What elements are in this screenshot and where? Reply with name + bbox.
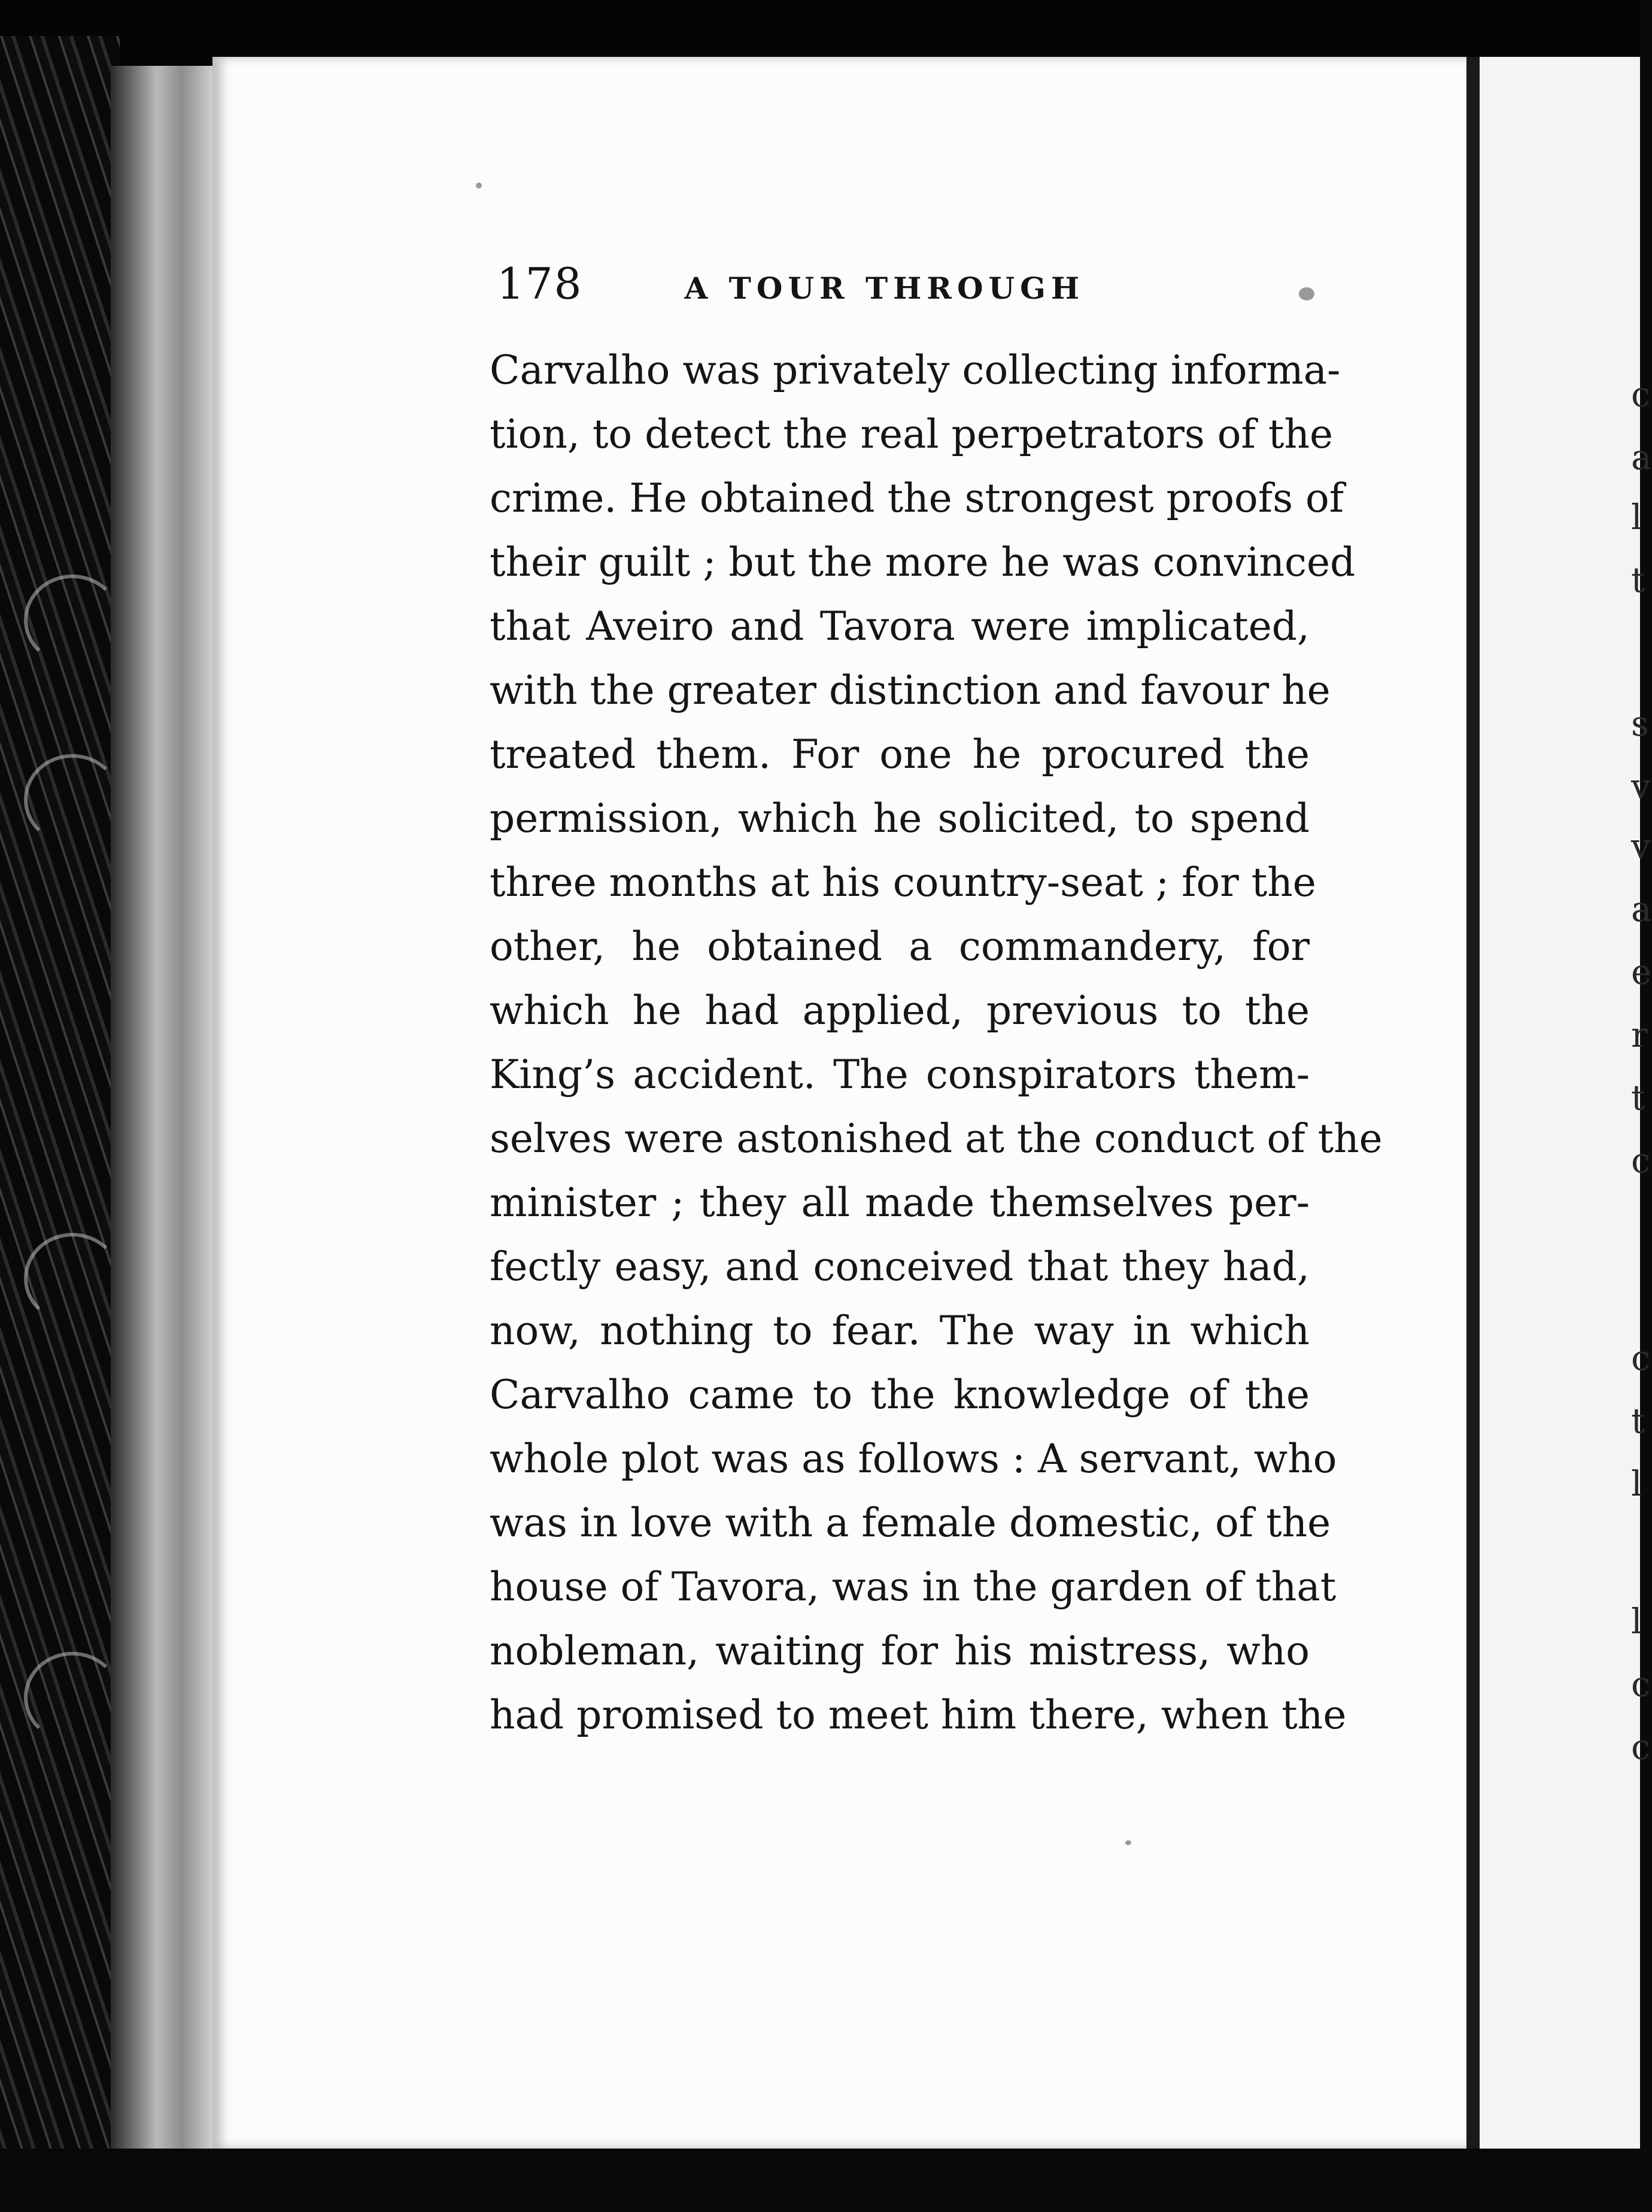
facing-page-fragment: r [1631,1014,1648,1055]
text-line: house of Tavora, was in the garden of that [490,1564,1337,1610]
facing-page-fragment: v [1631,766,1651,807]
body-text [490,338,1383,1747]
text-line: other, he obtained a commandery, for [490,923,1310,970]
page-number: 178 [497,259,583,309]
text-line: Carvalho was privately collecting informa- [490,347,1341,393]
page-edges [111,66,212,2149]
facing-page-fragment: e [1631,952,1652,992]
facing-page-fragment: c [1631,1140,1651,1181]
marbled-endpaper [0,36,120,2167]
facing-page-fragment: l [1631,497,1642,537]
facing-page-fragment: l [1631,1463,1642,1504]
facing-page-fragment: s [1631,703,1649,744]
text-line: had promised to meet him there, when the [490,1692,1347,1738]
text-line: nobleman, waiting for his mistress, who [490,1628,1310,1674]
text-line: now, nothing to fear. The way in which [490,1308,1310,1354]
facing-page-fragment: t [1631,1400,1645,1441]
marble-vein [24,1652,121,1743]
facing-page-fragment: l [1631,1601,1642,1642]
marble-vein [24,575,121,666]
text-line: treated them. For one he procured the [490,731,1310,777]
paper-speck [476,183,482,189]
text-line: that Aveiro and Tavora were implicated, [490,603,1310,649]
text-line: three months at his country-seat ; for the [490,859,1316,906]
text-line: minister ; they all made themselves per- [490,1180,1310,1226]
paper-speck [1125,1840,1131,1845]
facing-page-fragment: t [1631,1077,1645,1118]
text-line: with the greater distinction and favour he [490,667,1331,713]
facing-page-fragment: v [1631,826,1651,867]
facing-page-fragment: c [1631,1727,1651,1767]
facing-page-fragment: c [1631,374,1651,415]
facing-page [1480,57,1640,2152]
facing-page-fragment: t [1631,560,1645,600]
text-line: their guilt ; but the more he was convinced [490,539,1356,585]
running-title: A TOUR THROUGH [684,271,1085,306]
facing-page-fragment: a [1631,437,1652,478]
text-line: which he had applied, previous to the [490,988,1310,1034]
facing-page-fragment: c [1631,1664,1651,1704]
facing-page-fragment: a [1631,889,1652,929]
scan-bottom-border [0,2149,1640,2212]
text-line: tion, to detect the real perpetrators of the [490,411,1334,457]
text-line: Carvalho came to the knowledge of the [490,1372,1310,1418]
scan-top-border [0,0,1640,66]
marble-vein [24,1233,121,1324]
text-line: King’s accident. The conspirators them- [490,1052,1310,1098]
text-line: fectly easy, and conceived that they had, [490,1244,1310,1290]
text-line: whole plot was as follows : A servant, who [490,1436,1337,1482]
facing-page-fragment: c [1631,1338,1651,1378]
running-head [497,259,1419,312]
text-line: selves were astonished at the conduct of the [490,1116,1383,1162]
page-fold [1466,57,1480,2152]
text-line: was in love with a female domestic, of the [490,1500,1331,1546]
marble-vein [24,754,121,845]
text-line: crime. He obtained the strongest proofs of [490,475,1344,521]
text-line: permission, which he solicited, to spend [490,795,1310,841]
